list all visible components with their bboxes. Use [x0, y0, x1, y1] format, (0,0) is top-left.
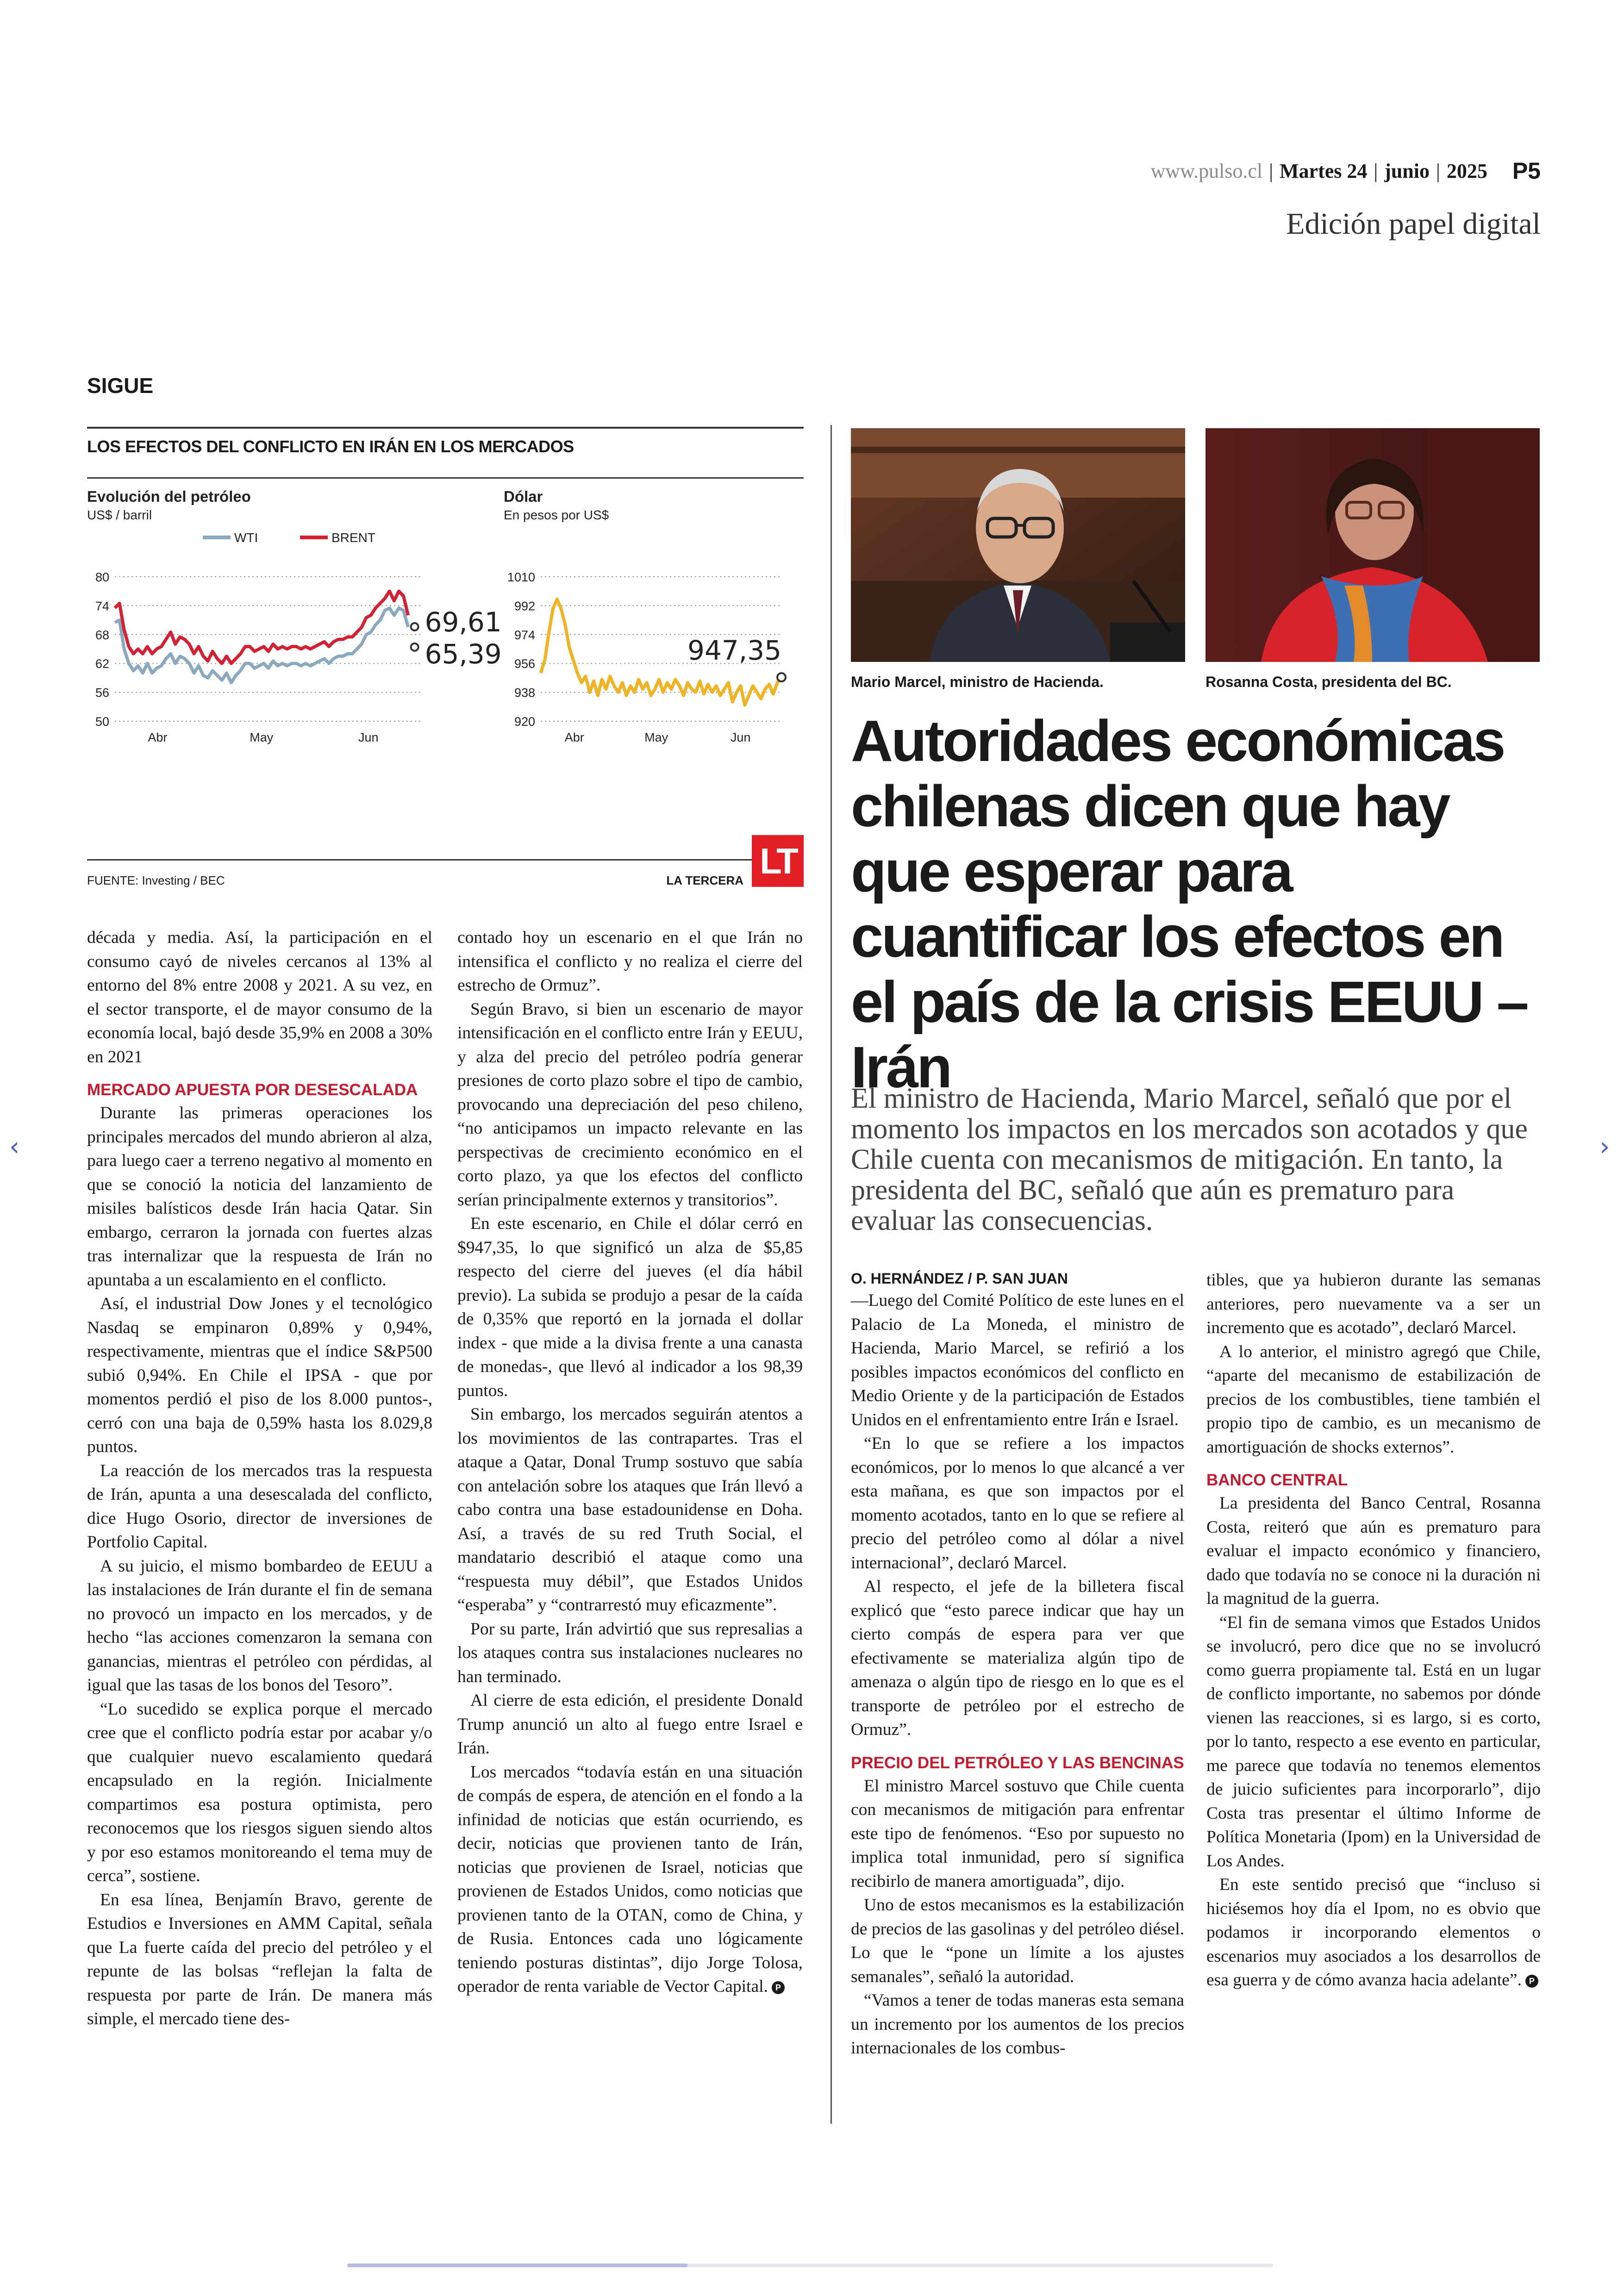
- end-mark-icon: P: [1525, 1975, 1538, 1988]
- y-tick-label: 50: [95, 715, 109, 729]
- separator: |: [1269, 159, 1273, 182]
- end-value-label: 65,39: [425, 638, 502, 670]
- x-tick-label: Jun: [358, 730, 379, 744]
- article-column-4: [1206, 1268, 1541, 1992]
- subhead: BANCO CENTRAL: [1206, 1471, 1348, 1489]
- date-month: junio: [1384, 159, 1430, 182]
- paragraph: En esa línea, Benjamín Bravo, gerente de Estudios e Inversiones en AMM Capital, señala que La fuerte caída del precio del petróleo y el repunte de las bolsas “reflejan la falta de respuesta por parte de Irán. De manera más simple, el mercado tiene des-: [87, 1890, 432, 2028]
- end-value-label: 69,61: [425, 606, 502, 638]
- y-tick-label: 1010: [507, 570, 535, 584]
- chart-title: Evolución del petróleo: [87, 488, 251, 505]
- end-point-marker: [411, 643, 418, 651]
- y-tick-label: 80: [95, 570, 109, 584]
- scrollbar-thumb[interactable]: [347, 2264, 687, 2267]
- end-value-label: 947,35: [687, 635, 781, 667]
- byline: O. HERNÁNDEZ / P. SAN JUAN: [851, 1270, 1068, 1287]
- photo-mario-marcel: [851, 428, 1185, 662]
- paragraph: “En lo que se refiere a los impactos económicos, por lo menos lo que alcancé a ver esta mañana, es que son impactos por el momento acotados, tanto en lo que se refiere al precio del petróleo como al dólar a nivel internacional”, declaró Marcel.: [851, 1434, 1184, 1572]
- chevron-left-icon[interactable]: ‹: [9, 1132, 20, 1162]
- paragraph: década y media. Así, la participación en el consumo cayó de niveles cercanos al 13% al entorno del 8% entre 2008 y 2021. A su vez, en el sector transporte, el de mayor consumo de la economía local, bajó desde 35,9% en 2008 a 30% en 2021: [87, 928, 432, 1066]
- paragraph: A lo anterior, el ministro agregó que Chile, “aparte del mecanismo de estabilización de precios de los combustibles, tiene también el propio tipo de cambio, es un mecanismo de amortiguación de shocks externos”.: [1206, 1342, 1541, 1457]
- paragraph: Por su parte, Irán advirtió que sus represalias a los ataques contra sus instalaciones nucleares no han terminado.: [457, 1619, 803, 1686]
- date-day: Martes 24: [1280, 159, 1368, 182]
- subhead: PRECIO DEL PETRÓLEO Y LAS BENCINAS: [851, 1753, 1184, 1772]
- x-tick-label: May: [644, 730, 668, 744]
- legend-label: WTI: [234, 530, 258, 545]
- paragraph: “El fin de semana vimos que Estados Unidos se involucró, pero dice que no se involucró como guerra propiamente tal. Está en un lugar de conflicto importante, no sabemos por dónde vienen las reacciones, si es largo, si es corto, por lo tanto, respecto a ese evento en particular, me parece que todavía no tenemos elementos de juicio suficientes para incorporarlo”, dijo Costa tras presentar el último Informe de Política Monetaria (Ipom) en la Universidad de Los Andes.: [1206, 1613, 1541, 1871]
- charts-area: [87, 484, 804, 854]
- chevron-right-icon[interactable]: ›: [1599, 1132, 1610, 1162]
- y-tick-label: 974: [514, 628, 535, 642]
- article-column-3: [851, 1268, 1184, 2060]
- paragraph: El ministro Marcel sostuvo que Chile cuenta con mecanismos de mitigación para enfrentar este tipo de fenómenos. “Eso por supuesto no implica total inmunidad, pero sí significa recibirlo de manera amortiguada”, dijo.: [851, 1776, 1184, 1891]
- x-tick-label: Abr: [148, 730, 168, 744]
- paragraph: Según Bravo, si bien un escenario de mayor intensificación en el conflicto entre Irán y EEUU, y alza del precio del petróleo podría generar presiones de corto plazo sobre el tipo de cambio, provocando una depreciación del peso chileno, “no anticipamos un impacto relevante en las perspectivas de crecimiento económico en el corto plazo, ya que los efectos del conflicto serían principalmente externos y transitorios”.: [457, 999, 803, 1210]
- paragraph: “Lo sucedido se explica porque el mercado cree que el conflicto podría estar por acabar y/o que cualquier nuevo escalamiento quedará encapsulado en la región. Inicialmente compartimos esa postura optimista, pero reconocemos que los riesgos siguen siendo altos y por eso estamos monitoreando el tema muy de cerca”, sostiene.: [87, 1699, 432, 1885]
- paragraph: “Vamos a tener de todas maneras esta semana un incremento por los aumentos de los precios internacionales de los combus-: [851, 1991, 1184, 2058]
- paragraph: En este sentido precisó que “incluso si hiciésemos hoy día el Ipom, no es obvio que podamos ir incorporando elementos o escenarios muy asociados a los desarrollos de esa guerra y de cómo avanza hacia adelante”. P: [1206, 1875, 1541, 1989]
- article-column-1: [87, 926, 432, 2031]
- y-tick-label: 68: [95, 628, 109, 642]
- end-point-marker: [411, 623, 418, 630]
- separator: |: [1374, 159, 1378, 182]
- paragraph: Sin embargo, los mercados seguirán atentos a los movimientos de las contrapartes. Tras el ataque a Qatar, Donal Trump sostuvo que sabía con antelación sobre los ataques que Irán llevó a cabo contra una base estadounidense en Doha. Así, a través de su red Truth Social, el mandatario describió el ataque como una “respuesta muy débil”, que Estados Unidos “esperaba” y “contrarrestó muy eficazmente”.: [457, 1405, 803, 1615]
- paragraph: Durante las primeras operaciones los principales mercados del mundo abrieron al alza, para luego caer a terreno negativo al momento en que se conoció la noticia del lanzamiento de misiles balísticos desde Irán hacia Qatar. Sin embargo, cerraron la jornada con fuertes alzas tras internalizar que la respuesta de Irán no apuntaba a un escalamiento en el conflicto.: [87, 1104, 432, 1290]
- section-label: SIGUE: [87, 374, 154, 398]
- edition-label: Edición papel digital: [1286, 207, 1541, 241]
- chart-subtitle: US$ / barril: [87, 508, 152, 522]
- subhead: MERCADO APUESTA POR DESESCALADA: [87, 1081, 418, 1099]
- x-tick-label: Jun: [730, 730, 751, 744]
- paragraph: Así, el industrial Dow Jones y el tecnológico Nasdaq se empinaron 0,89% y 0,94%, respectivamente, mientras que el índice S&P500 subió 0,94%. En Chile el IPSA - que por momentos perdió el piso de los 8.000 puntos-, cerró con una baja de 0,59% hasta los 8.029,8 puntos.: [87, 1294, 432, 1456]
- photo-caption-costa: Rosanna Costa, presidenta del BC.: [1206, 674, 1452, 690]
- infographic-footer: [87, 840, 804, 894]
- paragraph: A su juicio, el mismo bombardeo de EEUU a las instalaciones de Irán durante el fin de semana no provocó un impacto en los mercados, y de hecho “las acciones comenzaron la semana con ganancias, mientras el petróleo con pérdidas, al igual que las tasas de los bonos del Tesoro”.: [87, 1556, 432, 1695]
- date-year: 2025: [1446, 159, 1487, 182]
- paragraph: Uno de estos mecanismos es la estabilización de precios de las gasolinas y del petróleo diésel. Lo que le “pone un límite a los ajustes semanales”, señaló la autoridad.: [851, 1896, 1184, 1986]
- y-tick-label: 992: [514, 599, 535, 613]
- site-url[interactable]: www.pulso.cl: [1150, 159, 1263, 182]
- paragraph: contado hoy un escenario en el que Irán no intensifica el conflicto y no realiza el cierre del estrecho de Ormuz”.: [457, 928, 803, 995]
- masthead: [1151, 157, 1541, 242]
- deck: El ministro de Hacienda, Mario Marcel, señaló que por el momento los impactos en los mercados son acotados y que Chile cuenta con mecanismos de mitigación. En tanto, la presidenta del BC, señaló que aún es prematuro para evaluar las consecuencias.: [851, 1083, 1528, 1236]
- article-column-2: [457, 926, 803, 1999]
- infographic-box: [87, 427, 804, 892]
- divider: [87, 477, 804, 479]
- y-tick-label: 956: [514, 657, 535, 671]
- paragraph: —Luego del Comité Político de este lunes en el Palacio de La Moneda, el ministro de Hacienda, Mario Marcel, se refirió a los posibles impactos económicos del conflicto en Medio Oriente y de la participación de Estados Unidos en el enfrentamiento entre Irán e Israel.: [851, 1291, 1184, 1429]
- x-tick-label: May: [250, 730, 274, 744]
- y-tick-label: 62: [95, 657, 109, 671]
- photo-rosanna-costa: [1206, 428, 1540, 662]
- y-tick-label: 920: [514, 715, 535, 729]
- page-number: P5: [1512, 158, 1541, 184]
- source-note: FUENTE: Investing / BEC: [87, 873, 225, 887]
- headline: Autoridades económicas chilenas dicen que hay que esperar para cuantificar los efectos en el país de la crisis EEUU – Irán: [851, 708, 1527, 1100]
- legend-label: BRENT: [331, 530, 375, 545]
- paragraph: tibles, que ya hubieron durante las semanas anteriores, pero nuevamente va a ser un incremento que es acotado”, declaró Marcel.: [1206, 1271, 1541, 1337]
- photo-caption-marcel: Mario Marcel, ministro de Hacienda.: [851, 674, 1104, 690]
- column-divider: [831, 425, 832, 2124]
- series-line-brent: [115, 591, 408, 663]
- masthead-line: [1151, 157, 1541, 184]
- la-tercera-logo: LT: [752, 835, 804, 887]
- separator: |: [1436, 159, 1440, 182]
- infographic-title: LOS EFECTOS DEL CONFLICTO EN IRÁN EN LOS MERCADOS: [87, 437, 574, 456]
- x-tick-label: Abr: [564, 730, 584, 744]
- chart-subtitle: En pesos por US$: [504, 508, 609, 522]
- end-mark-icon: P: [772, 1981, 785, 1994]
- paragraph: Al cierre de esta edición, el presidente Donald Trump anunció un alto al fuego entre Israel e Irán.: [457, 1691, 803, 1758]
- paragraph: La reacción de los mercados tras la respuesta de Irán, apunta a una desescalada del conflicto, dice Hugo Osorio, director de inversiones de Portfolio Capital.: [87, 1461, 432, 1552]
- y-tick-label: 74: [95, 599, 109, 613]
- paragraph: Al respecto, el jefe de la billetera fiscal explicó que “esto parece indicar que hay un cierto compás de espera para ver que efectivamente se materializa algún tipo de amenaza o algún tipo de riesgo en lo que es el transporte de petróleo por el estrecho de Ormuz”.: [851, 1577, 1184, 1739]
- credit-label: LA TERCERA: [666, 873, 743, 887]
- y-tick-label: 938: [514, 686, 535, 700]
- chart-title: Dólar: [504, 488, 543, 505]
- y-tick-label: 56: [95, 686, 109, 700]
- paragraph: En este escenario, en Chile el dólar cerró en $947,35, lo que significó un alza de $5,85 respecto del cierre del jueves (el día hábil previo). La subida se produjo a pesar de la caída de 0,35% que reportó en la jornada el dollar index - que mide a la divisa frente a una canasta de monedas-, que llevó al indicador a los 98,39 puntos.: [457, 1214, 803, 1400]
- end-point-marker: [777, 673, 786, 681]
- paragraph: La presidenta del Banco Central, Rosanna Costa, reiteró que aún es prematuro para evaluar el impacto económico y financiero, dado que todavía no se conoce ni la duración ni la magnitud de la guerra.: [1206, 1494, 1541, 1608]
- paragraph: Los mercados “todavía están en una situación de compás de espera, de atención en el fondo a la infinidad de noticias que están ocurriendo, es decir, noticias que provienen tanto de Irán, noticias que provienen de Israel, noticias que provienen de Estados Unidos, como noticias que provienen tanto de la OTAN, como de China, y de Rusia. Entonces cada uno lógicamente teniendo posturas distintas”, dijo Jorge Tolosa, operador de renta variable de Vector Capital. P: [457, 1762, 803, 1996]
